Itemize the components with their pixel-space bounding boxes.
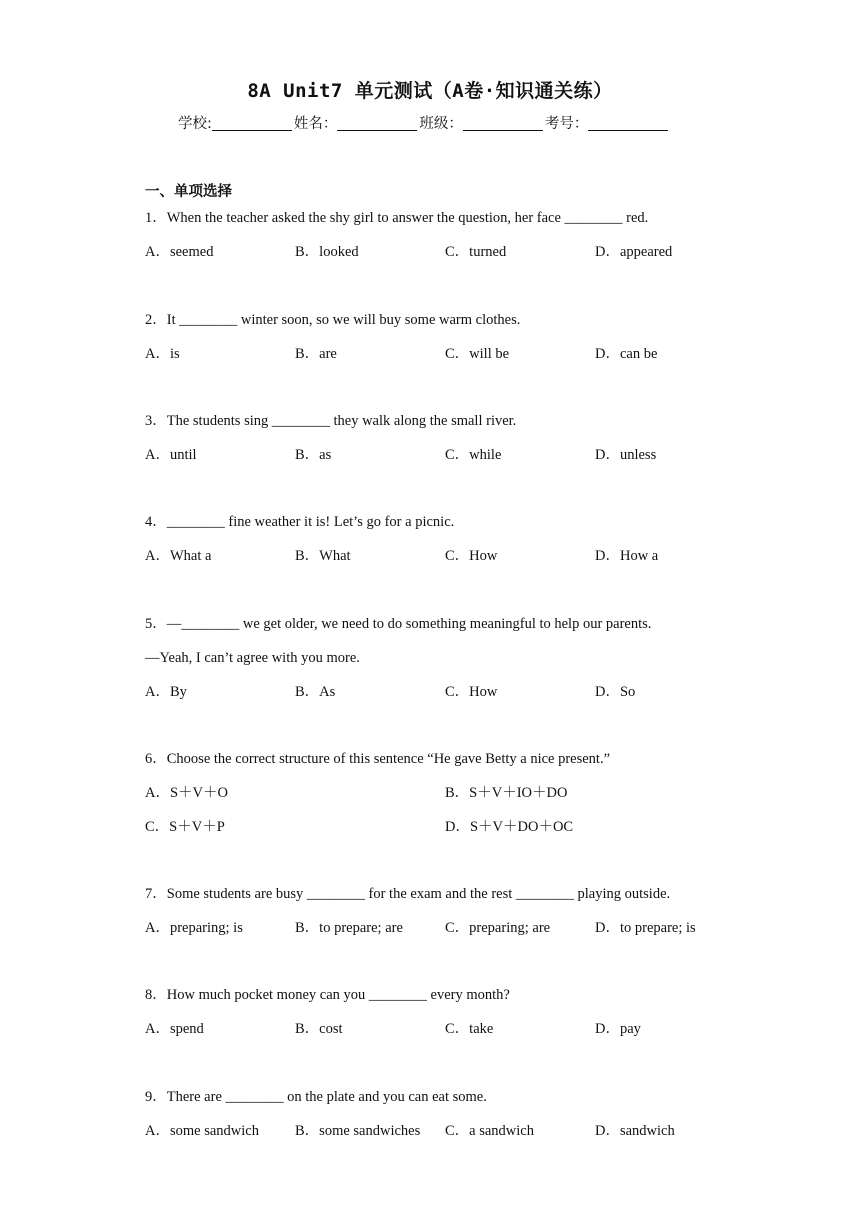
option-a: A．preparing; is bbox=[145, 920, 243, 936]
student-info-line bbox=[178, 112, 670, 133]
option-d: D．How a bbox=[595, 548, 659, 564]
option-row bbox=[145, 783, 745, 803]
question-3 bbox=[145, 411, 745, 465]
option-row bbox=[145, 242, 745, 262]
exam-no-label: 考号： bbox=[544, 116, 589, 132]
option-c: C．turned bbox=[445, 244, 507, 260]
question-8 bbox=[145, 985, 745, 1039]
option-row bbox=[145, 546, 745, 566]
option-row bbox=[145, 1019, 745, 1039]
option-d: D．appeared bbox=[595, 244, 673, 260]
option-b: B．What bbox=[295, 548, 351, 564]
option-c: C．a sandwich bbox=[445, 1123, 534, 1139]
option-a: A．until bbox=[145, 447, 197, 463]
option-b: B．cost bbox=[295, 1021, 343, 1037]
option-a: A．spend bbox=[145, 1021, 204, 1037]
option-c: C．take bbox=[445, 1021, 494, 1037]
school-label: 学校: bbox=[178, 116, 212, 132]
class-label: 班级： bbox=[419, 116, 463, 132]
option-d: D．sandwich bbox=[595, 1123, 675, 1139]
option-c: C．How bbox=[445, 684, 498, 700]
question-2 bbox=[145, 310, 745, 364]
question-7 bbox=[145, 884, 745, 938]
option-row bbox=[145, 445, 745, 465]
section-title: 一、单项选择 bbox=[145, 184, 232, 200]
option-d: D．pay bbox=[595, 1021, 641, 1037]
question-reply: —Yeah, I can’t agree with you more. bbox=[145, 650, 360, 666]
option-b: B．S＋V＋IO＋DO bbox=[445, 785, 568, 801]
option-d: D．to prepare; is bbox=[595, 920, 696, 936]
question-stem: 2．It ________ winter soon, so we will buy some warm clothes. bbox=[145, 312, 521, 328]
option-c: C．preparing; are bbox=[445, 920, 551, 936]
option-a: A．is bbox=[145, 346, 180, 362]
page-title: 8A Unit7 单元测试（A卷·知识通关练） bbox=[247, 80, 613, 102]
option-c: C．will be bbox=[445, 346, 510, 362]
option-c: C．while bbox=[445, 447, 502, 463]
question-stem: 6．Choose the correct structure of this sentence “He gave Betty a nice present.” bbox=[145, 751, 611, 767]
exam-no-blank bbox=[588, 116, 668, 131]
school-blank bbox=[212, 116, 292, 131]
question-5 bbox=[145, 614, 745, 702]
option-d: D．unless bbox=[595, 447, 657, 463]
option-b: B．some sandwiches bbox=[295, 1123, 421, 1139]
option-row bbox=[145, 817, 745, 837]
question-stem: 4．________ fine weather it is! Let’s go for a picnic. bbox=[145, 514, 455, 530]
question-stem: 7．Some students are busy ________ for the exam and the rest ________ playing outside. bbox=[145, 886, 671, 902]
option-c: C．How bbox=[445, 548, 498, 564]
option-b: B．are bbox=[295, 346, 337, 362]
question-stem: 5．—________ we get older, we need to do something meaningful to help our parents. bbox=[145, 616, 652, 632]
option-d: D．S＋V＋DO＋OC bbox=[445, 819, 574, 835]
option-d: D．So bbox=[595, 684, 636, 700]
class-blank bbox=[463, 116, 543, 131]
option-a: A．S＋V＋O bbox=[145, 785, 228, 801]
question-1 bbox=[145, 208, 745, 262]
option-row bbox=[145, 344, 745, 364]
name-label: 姓名： bbox=[293, 116, 338, 132]
question-stem: 3．The students sing ________ they walk along the small river. bbox=[145, 413, 517, 429]
name-blank bbox=[337, 116, 417, 131]
option-row bbox=[145, 682, 745, 702]
option-row bbox=[145, 918, 745, 938]
option-b: B．as bbox=[295, 447, 332, 463]
option-a: A．By bbox=[145, 684, 187, 700]
question-9 bbox=[145, 1087, 745, 1141]
option-c: C．S＋V＋P bbox=[145, 819, 225, 835]
question-stem: 8．How much pocket money can you ________ every month? bbox=[145, 987, 510, 1003]
question-stem: 1．When the teacher asked the shy girl to answer the question, her face ________ red. bbox=[145, 210, 649, 226]
option-b: B．to prepare; are bbox=[295, 920, 403, 936]
option-row bbox=[145, 1121, 745, 1141]
option-a: A．What a bbox=[145, 548, 212, 564]
option-b: B．looked bbox=[295, 244, 359, 260]
question-6 bbox=[145, 749, 745, 837]
question-stem: 9．There are ________ on the plate and you can eat some. bbox=[145, 1089, 487, 1105]
option-b: B．As bbox=[295, 684, 336, 700]
option-d: D．can be bbox=[595, 346, 658, 362]
question-4 bbox=[145, 512, 745, 566]
option-a: A．some sandwich bbox=[145, 1123, 259, 1139]
option-a: A．seemed bbox=[145, 244, 214, 260]
